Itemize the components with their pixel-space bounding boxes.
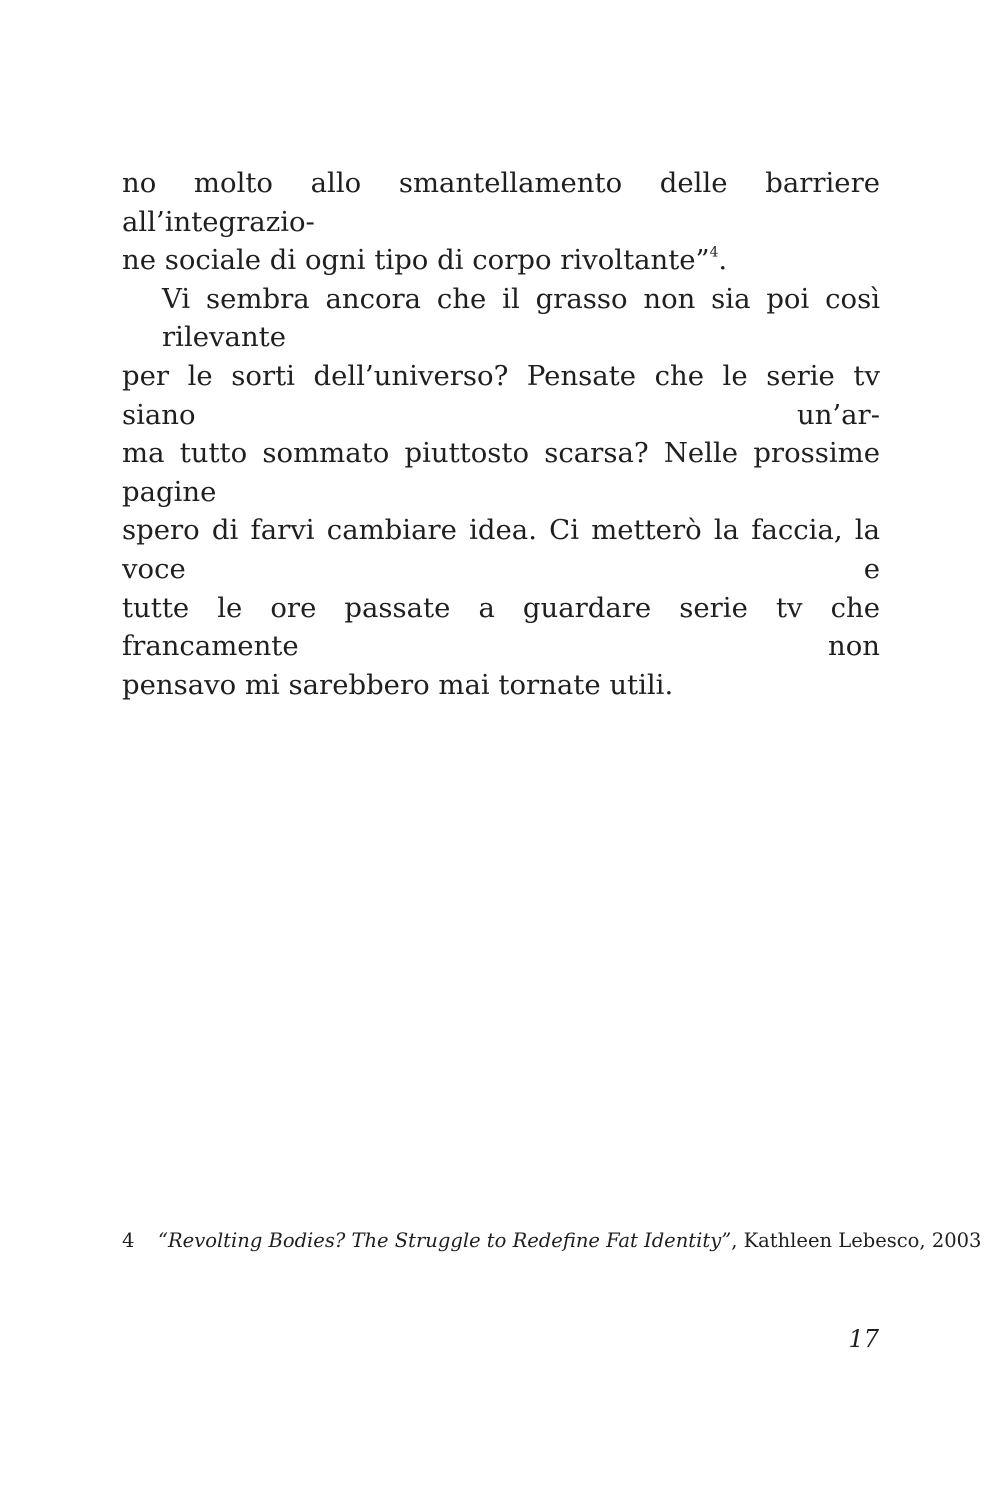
- body-line-tail: .: [718, 244, 728, 277]
- body-text: [122, 164, 880, 704]
- body-line: spero di farvi cambiare idea. Ci metterò la faccia, la voce e: [122, 514, 880, 585]
- body-line: pensavo mi sarebbero mai tornate utili.: [122, 668, 674, 701]
- page-number: 17: [848, 1325, 879, 1353]
- body-line: no molto allo smantellamento delle barriere all’integrazio-: [122, 167, 880, 238]
- body-line: Vi sembra ancora che il grasso non sia poi così rilevante: [162, 282, 880, 354]
- body-line-text: ne sociale di ogni tipo di corpo rivoltante”: [122, 244, 710, 277]
- footnote-title: “Revolting Bodies? The Struggle to Redefine Fat Identity”: [158, 1229, 732, 1252]
- body-line: [122, 241, 880, 280]
- footnote: [122, 1226, 982, 1256]
- body-line: tutte le ore passate a guardare serie tv che francamente non: [122, 591, 880, 663]
- body-line: ma tutto sommato piuttosto scarsa? Nelle prossime pagine: [122, 437, 880, 508]
- footnote-citation: , Kathleen Lebesco, 2003: [731, 1229, 982, 1252]
- body-line: per le sorti dell’universo? Pensate che le serie tv siano un’ar-: [122, 359, 880, 431]
- footnote-reference: 4: [709, 244, 719, 261]
- footnote-number: 4: [122, 1229, 135, 1252]
